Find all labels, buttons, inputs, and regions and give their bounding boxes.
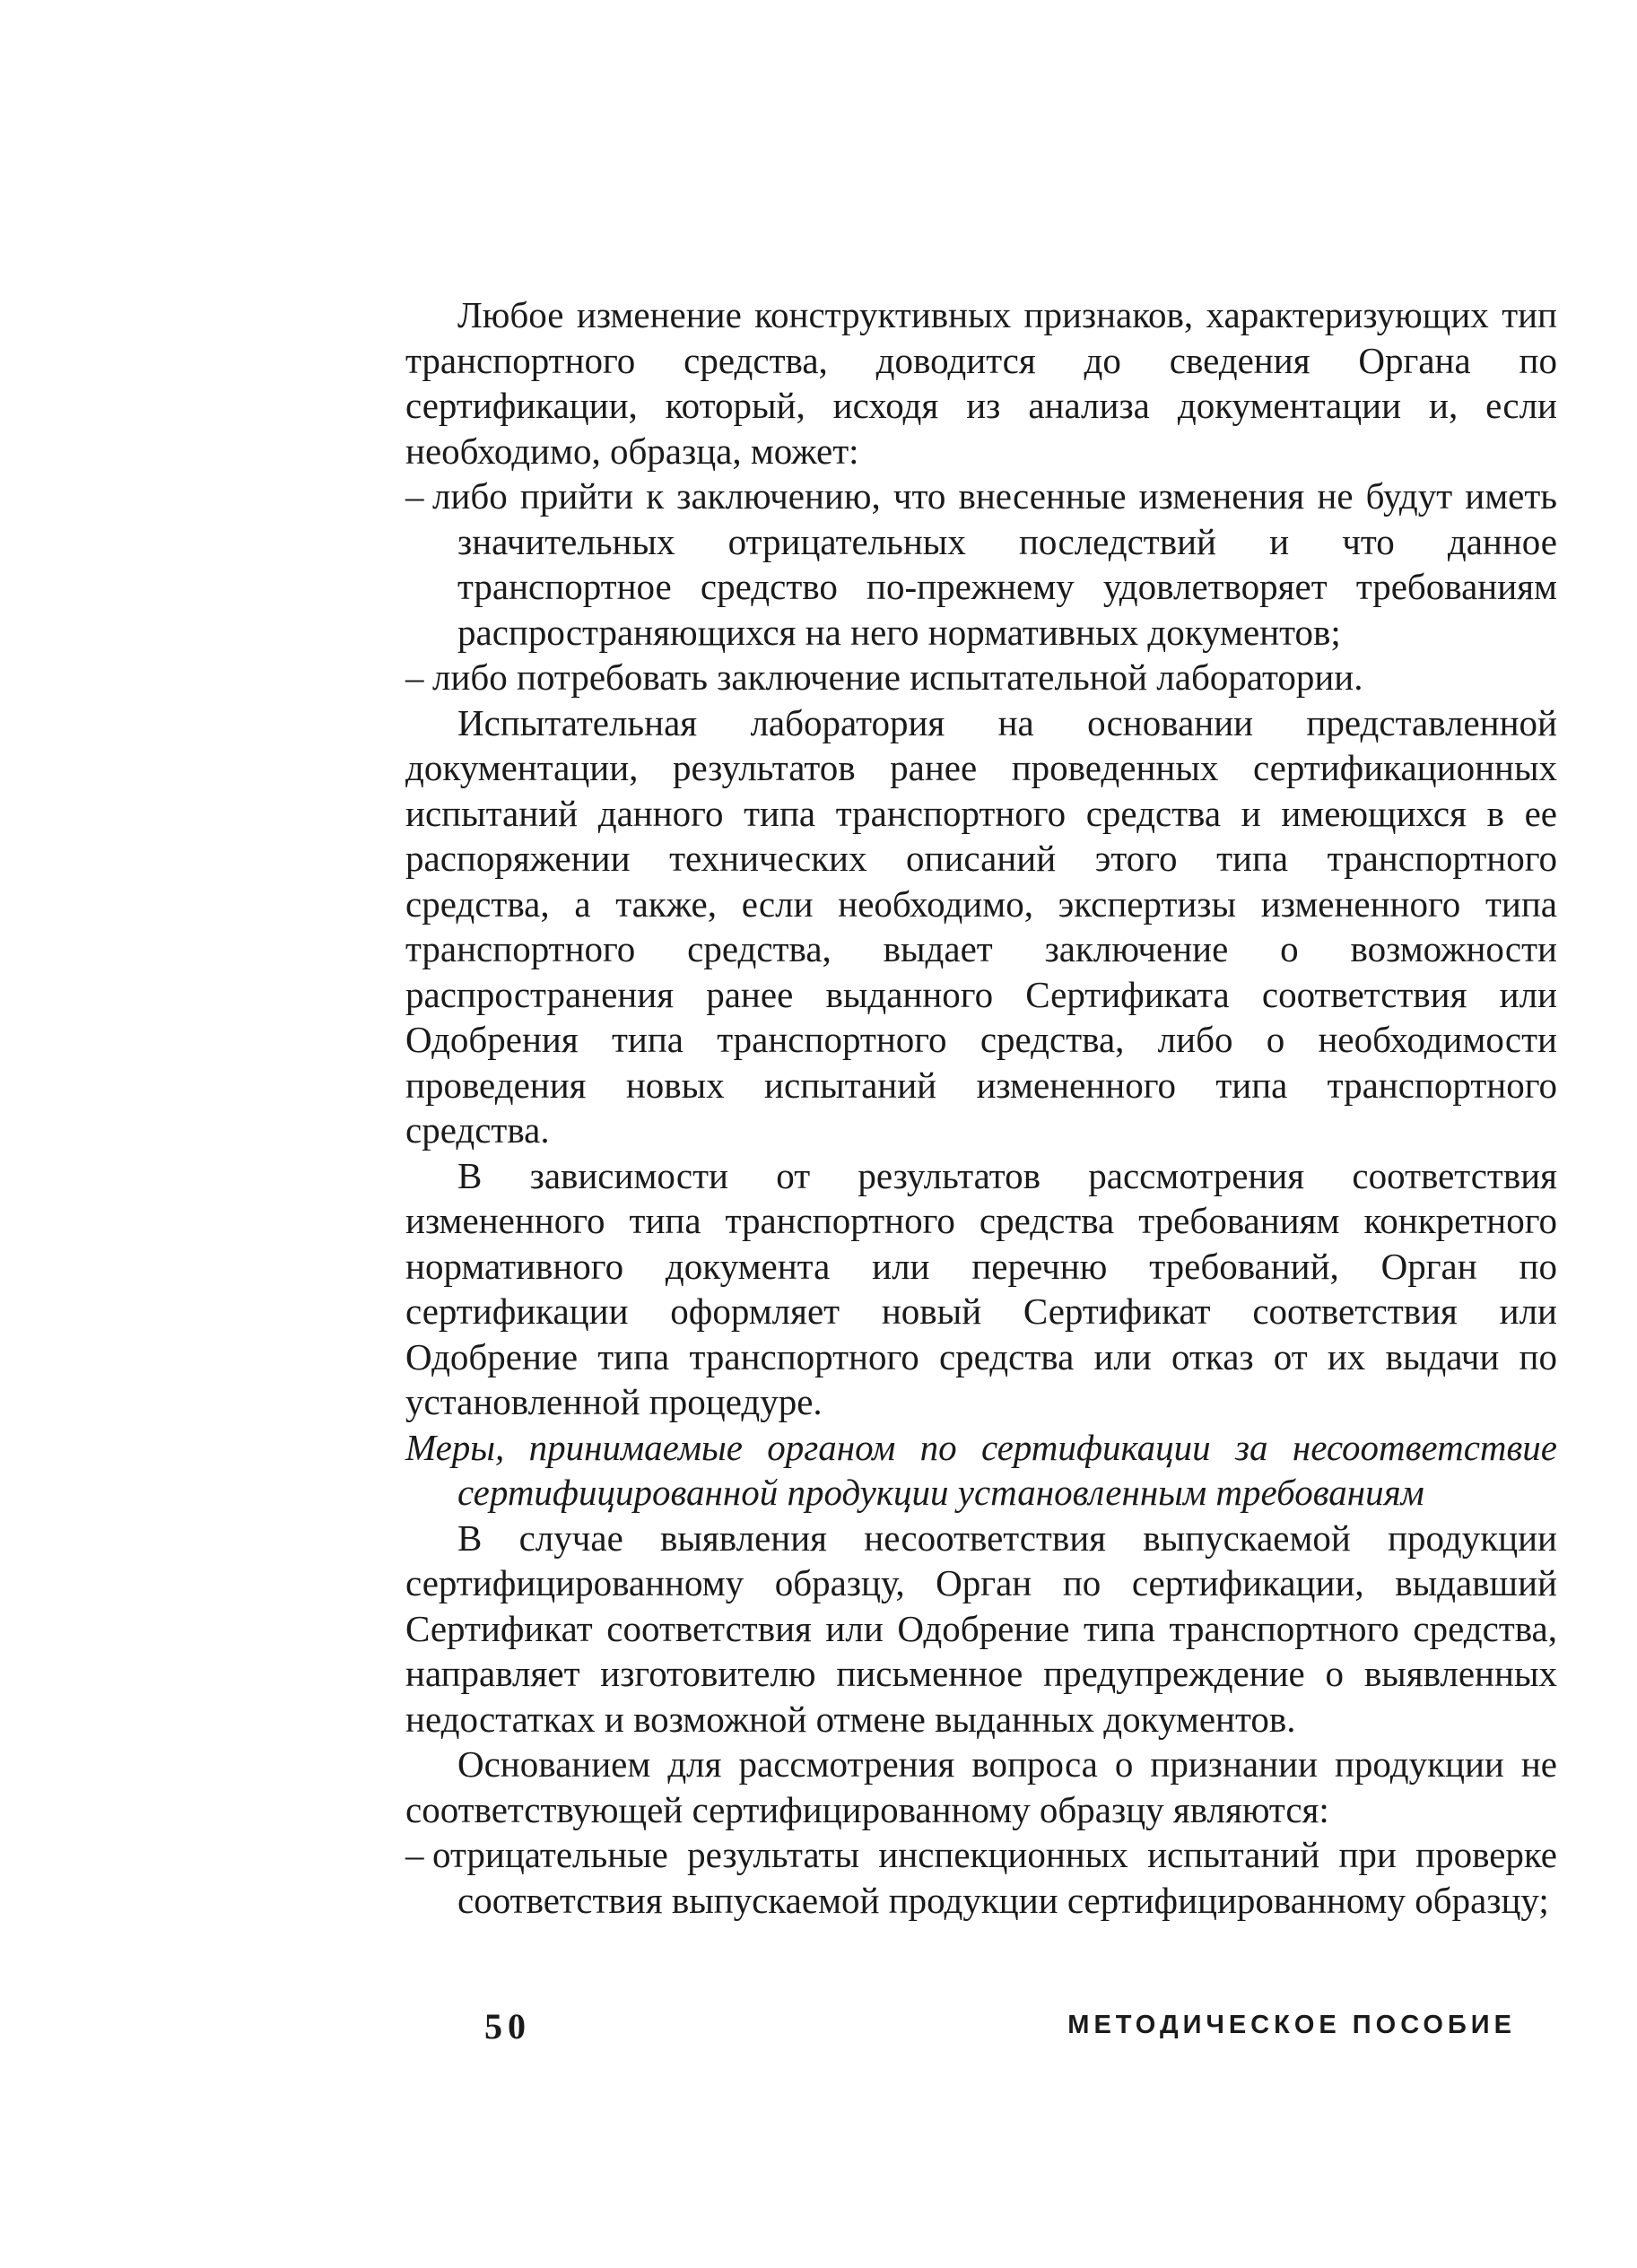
paragraph-certification-decision: В зависимости от результатов рассмотрения соответствия измененного типа транспортного средства требованиям конкретного нормативного документа или перечню требований, Орган по сертификации оформляет новый Сертификат соответствия или Одобрение типа транспортного средства или отказ от их выдачи по установленной процедуре.: [405, 1154, 1557, 1422]
paragraph-nonconformity: В случае выявления несоответствия выпускаемой продукции сертифицированному образцу, Орган по сертификации, выдавший Сертификат соответствия или Одобрение типа транспортного средства, направляет изготовителю письменное предупреждение о выявленных недостатках и возможной отмене выданных документов.: [405, 1516, 1557, 1740]
list-dash: –: [405, 475, 424, 517]
options-list: [405, 474, 1557, 700]
page-footer: [484, 2005, 1516, 2050]
list-item: [405, 1832, 1557, 1923]
page-number: 50: [484, 2006, 531, 2046]
paragraph-test-laboratory: Испытательная лаборатория на основании представленной документации, результатов ранее проведенных сертификационных испытаний данного типа транспортного средства и имеющихся в ее распоряжении технических описаний этого типа транспортного средства, а также, если необходимо, экспертизы измененного типа транспортного средства, выдает заключение о возможности распространения ранее выданного Сертификата соответствия или Одобрения типа транспортного средства, либо о необходимости проведения новых испытаний измененного типа транспортного средства.: [405, 701, 1557, 1151]
list-dash: –: [405, 656, 424, 698]
list-item: [405, 655, 1557, 700]
paragraph-design-change: Любое изменение конструктивных признаков, характеризующих тип транспортного средства, доводится до сведения Органа по сертификации, который, исходя из анализа документации и, если необходимо, образца, может:: [405, 294, 1557, 472]
list-item-text: отрицательные результаты инспекционных испытаний при проверке соответствия выпускаемой продукции сертифицированному образцу;: [432, 1834, 1557, 1921]
paragraph-grounds: Основанием для рассмотрения вопроса о признании продукции не соответствующей сертифицированному образцу являются:: [405, 1743, 1557, 1830]
running-title: МЕТОДИЧЕСКОЕ ПОСОБИЕ: [1067, 2011, 1516, 2039]
list-item-text: либо прийти к заключению, что внесенные изменения не будут иметь значительных отрицательных последствий и что данное транспортное средство по-прежнему удовлетворяет требованиям распространяющихся на него нормативных документов;: [432, 475, 1557, 653]
page-body: [405, 292, 1557, 1923]
list-item: [405, 474, 1557, 655]
list-item-text: либо потребовать заключение испытательной лаборатории.: [432, 656, 1363, 698]
section-heading: Меры, принимаемые органом по сертификации за несоответствие сертифицированной продукции установленным требованиям: [405, 1426, 1557, 1513]
list-dash: –: [405, 1834, 424, 1875]
grounds-list: [405, 1832, 1557, 1923]
